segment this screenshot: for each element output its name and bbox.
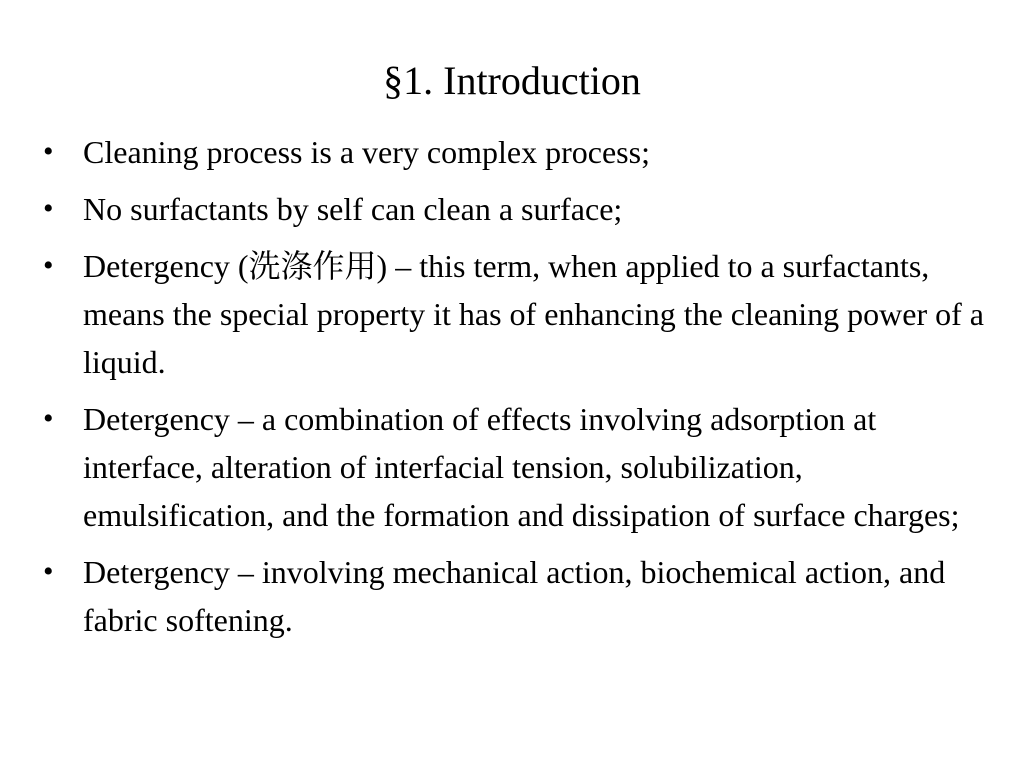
bullet-item xyxy=(38,395,988,539)
bullet-item xyxy=(38,185,988,233)
bullet-text: Detergency – a combination of effects involving adsorption at interface, alteration of interfacial tension, solubilization, emulsification, and the formation and dissipation of surface charges; xyxy=(83,401,960,533)
bullet-text: Cleaning process is a very complex process; xyxy=(83,134,650,170)
bullet-text: Detergency – involving mechanical action, biochemical action, and fabric softening. xyxy=(83,554,946,638)
bullet-list xyxy=(38,128,988,653)
slide-title: §1. Introduction xyxy=(383,58,641,103)
bullet-text: Detergency (洗涤作用) – this term, when applied to a surfactants, means the special property it has of enhancing the cleaning power of a liquid. xyxy=(83,248,984,380)
bullet-marker: • xyxy=(43,249,54,282)
bullet-item xyxy=(38,242,988,386)
bullet-marker: • xyxy=(43,402,54,435)
bullet-item xyxy=(38,128,988,176)
bullet-marker: • xyxy=(43,135,54,168)
bullet-text: No surfactants by self can clean a surface; xyxy=(83,191,623,227)
bullet-marker: • xyxy=(43,192,54,225)
bullet-item xyxy=(38,548,988,644)
bullet-marker: • xyxy=(43,555,54,588)
